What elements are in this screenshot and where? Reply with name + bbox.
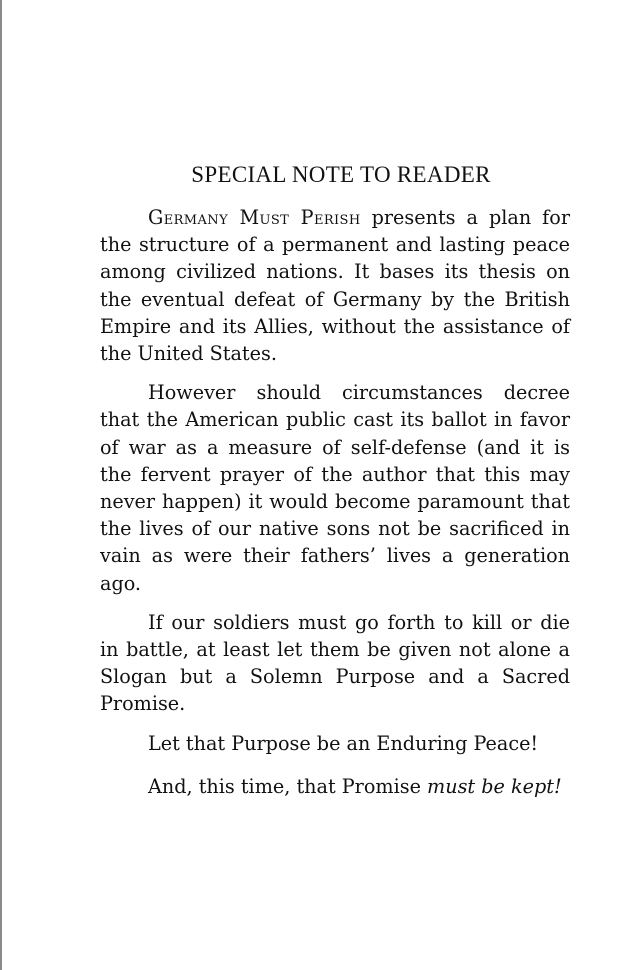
paragraph-5 [100, 773, 570, 800]
closing-lines [100, 730, 570, 800]
paragraph-1-text: presents a plan for the structure of a permanent and lasting peace among civilized nations. It bases its thesis on the eventual defeat of Germany by the British Empire and its Allies, without the assistance of the United States. [100, 206, 570, 366]
note-body [100, 162, 570, 816]
book-title: Germany Must Perish [148, 206, 361, 229]
page-title: SPECIAL NOTE TO READER [191, 162, 491, 187]
paragraph-5-lead: And, this time, that Promise [148, 774, 428, 798]
paragraph-4: Let that Purpose be an Enduring Peace! [148, 731, 539, 755]
paragraph-1 [100, 204, 570, 367]
paragraph-3: If our soldiers must go forth to kill or die in battle, at least let them be given not alone a Slogan but a Solemn Purpose and a Sacred Promise. [100, 610, 570, 716]
paragraph-5-emphasis: must be kept! [427, 774, 562, 798]
paragraph-2: However should circumstances decree that the American public cast its ballot in favor of war as a measure of self-defense (and it is the fervent prayer of the author that this may never happen) it would become paramount that the lives of our native sons not be sacrificed in vain as were their fathers’ lives a generation ago. [100, 381, 570, 595]
